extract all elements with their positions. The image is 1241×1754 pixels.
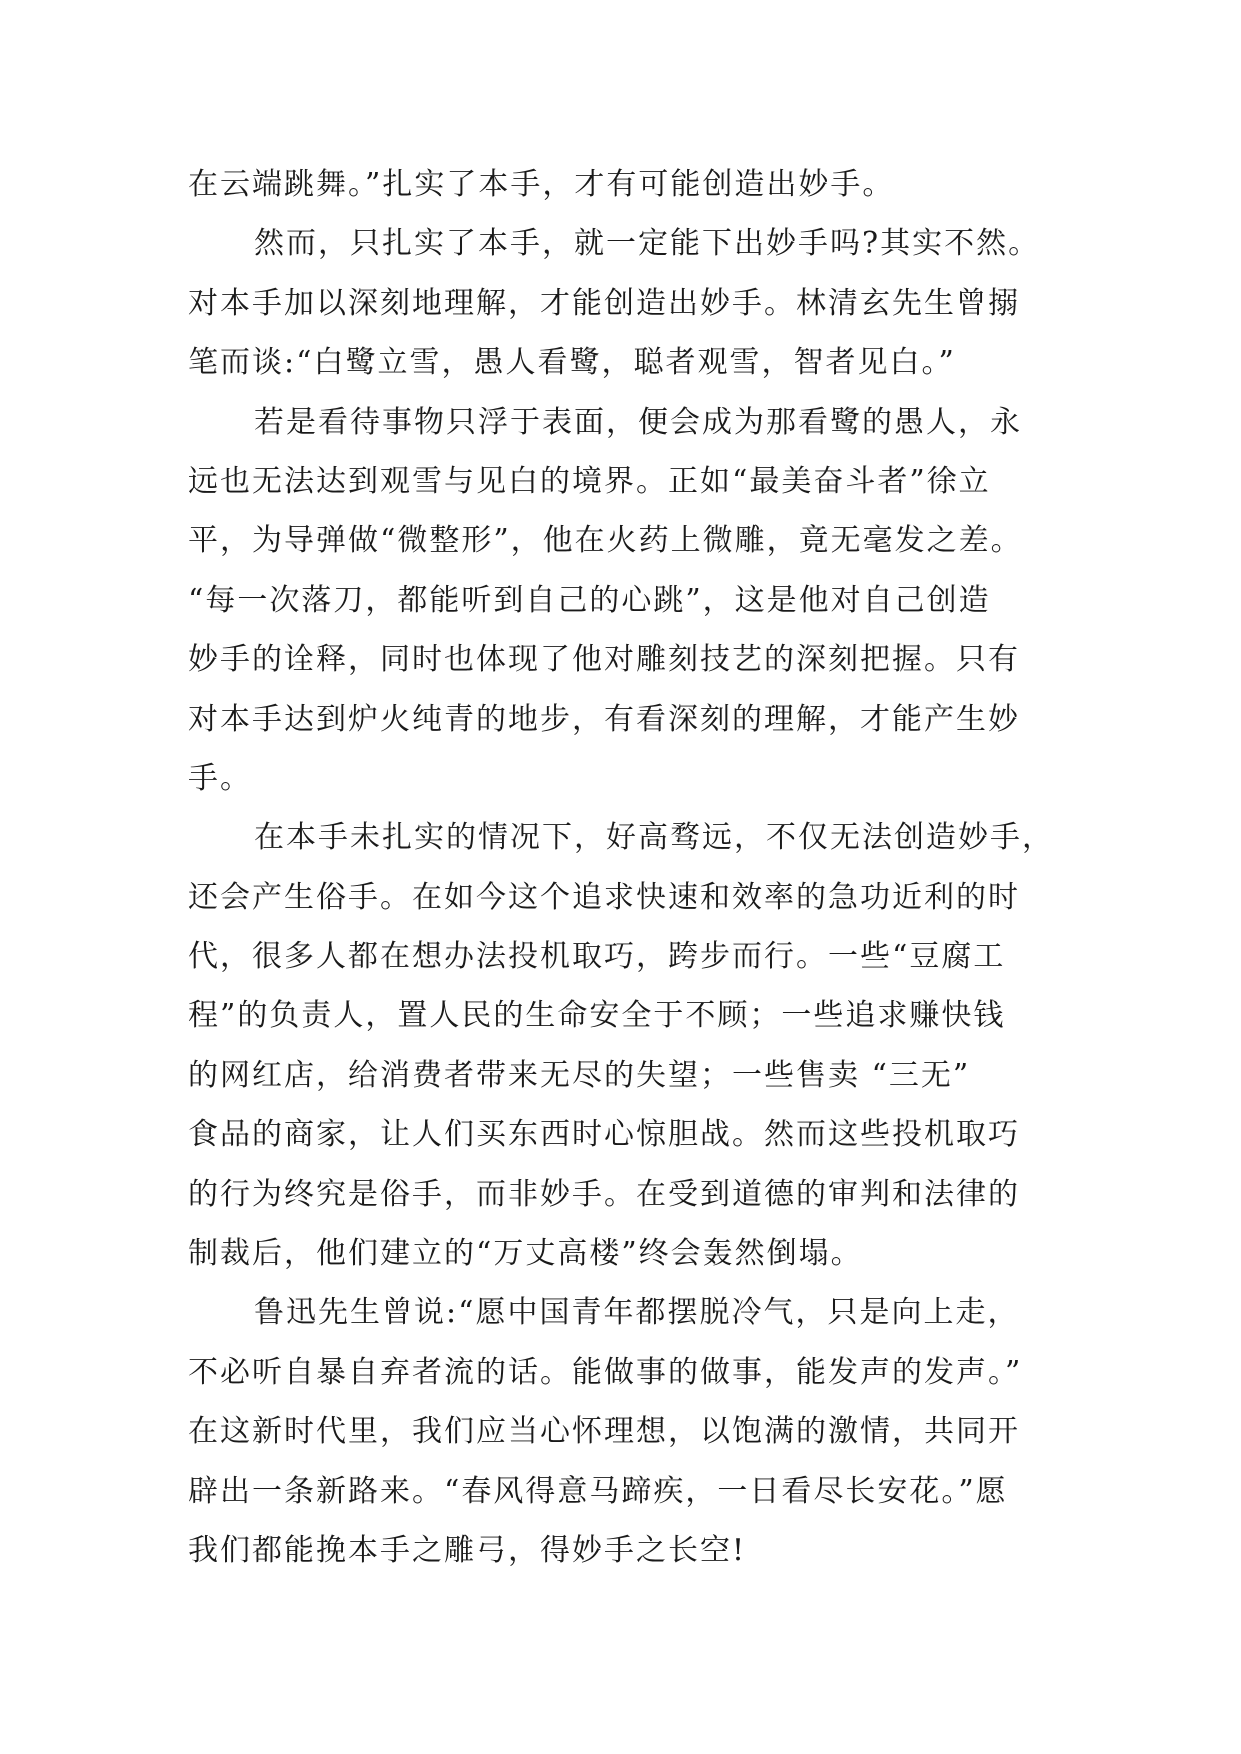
paragraph-2 (188, 214, 1088, 392)
text-line: 在云端跳舞。”扎实了本手，才有可能创造出妙手。 (188, 167, 895, 202)
paragraph-1 (188, 155, 1088, 214)
text-line: 我们都能挽本手之雕弓，得妙手之长空! (188, 1532, 747, 1568)
text-line: 笔而谈:“白鹭立雪，愚人看鹭，聪者观雪，智者见白。” (188, 345, 956, 381)
text-line: 平，为导弹做“微整形”，他在火药上微雕，竟无毫发之差。 (188, 523, 1023, 559)
text-line: 然而，只扎实了本手，就一定能下出妙手吗?其实不然。 (254, 226, 1041, 262)
text-line: 在本手未扎实的情况下，好高骛远，不仅无法创造妙手， (254, 820, 1054, 856)
text-line: 的行为终究是俗手，而非妙手。在受到道德的审判和法律的 (188, 1176, 1020, 1212)
text-line: 对本手达到炉火纯青的地步，有看深刻的理解，才能产生妙 (188, 701, 1020, 737)
paragraph-4 (188, 808, 1088, 1283)
text-line: 的网红店，给消费者带来无尽的失望；一些售卖 “三无” (188, 1057, 971, 1093)
text-line: 远也无法达到观雪与见白的境界。正如“最美奋斗者”徐立 (188, 463, 991, 499)
text-line: 若是看待事物只浮于表面，便会成为那看鹭的愚人，永 (254, 404, 1022, 440)
text-line: 食品的商家，让人们买东西时心惊胆战。然而这些投机取巧 (188, 1117, 1020, 1153)
text-line: 鲁迅先生曾说:“愿中国青年都摆脱冷气，只是向上走， (254, 1295, 1020, 1331)
text-line: “每一次落刀，都能听到自己的心跳”，这是他对自己创造 (188, 582, 991, 618)
paragraph-5 (188, 1283, 1088, 1580)
text-line: 在这新时代里，我们应当心怀理想，以饱满的激情，共同开 (188, 1414, 1020, 1450)
text-line: 制裁后，他们建立的“万丈高楼”终会轰然倒塌。 (188, 1236, 863, 1272)
text-line: 辟出一条新路来。“春风得意马蹄疾，一日看尽长安花。”愿 (188, 1473, 1008, 1509)
paragraph-3 (188, 393, 1088, 809)
text-line: 妙手的诠释，同时也体现了他对雕刻技艺的深刻把握。只有 (188, 642, 1020, 678)
text-line: 程”的负责人，置人民的生命安全于不顾；一些追求赚快钱 (188, 998, 1006, 1034)
text-line: 不必听自暴自弃者流的话。能做事的做事，能发声的发声。” (188, 1354, 1023, 1390)
text-line: 代，很多人都在想办法投机取巧，跨步而行。一些“豆腐工 (188, 939, 1006, 975)
text-line: 手。 (188, 760, 252, 796)
text-line: 还会产生俗手。在如今这个追求快速和效率的急功近利的时 (188, 879, 1020, 915)
text-line: 对本手加以深刻地理解，才能创造出妙手。林清玄先生曾搦 (188, 285, 1020, 321)
essay-body (188, 155, 1088, 1580)
